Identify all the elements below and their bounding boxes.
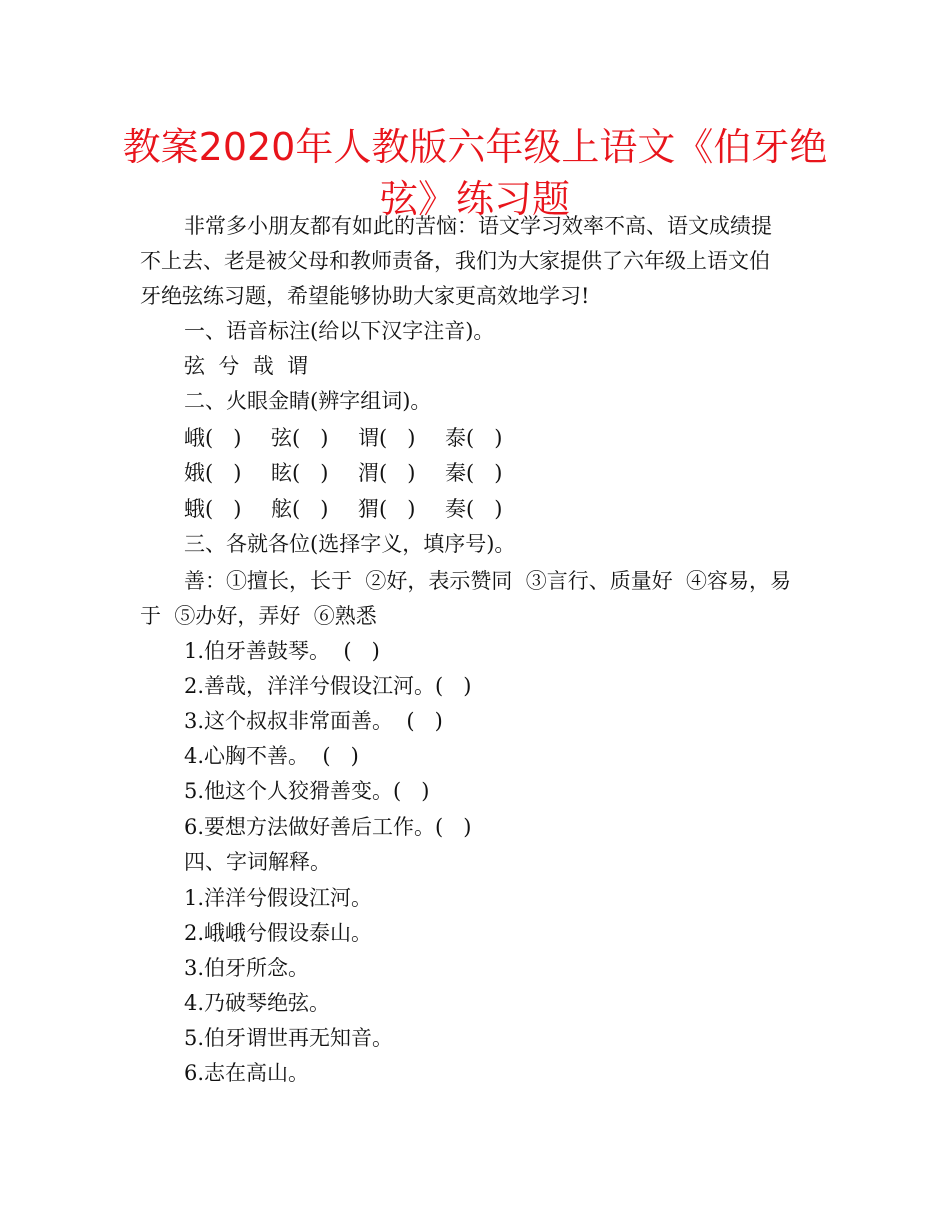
- list-item: 5.他这个人狡猾善变。( ): [184, 779, 430, 803]
- document-title-line-2: 弦》练习题: [379, 177, 570, 221]
- section-2-heading: 二、火眼金睛(辨字组词)。: [184, 389, 432, 413]
- list-item: 2.善哉，洋洋兮假设江河。( ): [184, 674, 472, 698]
- list-item: 1.伯牙善鼓琴。 ( ): [184, 639, 380, 663]
- char-cell: 奏( ): [445, 497, 503, 521]
- char-cell: 秦( ): [445, 461, 503, 485]
- list-item: 1.洋洋兮假设江河。: [184, 886, 373, 910]
- char-cell: 眩( ): [271, 461, 329, 485]
- section-3-meanings-line-2: 于 ⑤办好，弄好 ⑥熟悉: [140, 604, 377, 628]
- section-3-meanings-line-1: 善：①擅长，长于 ②好，表示赞同 ③言行、质量好 ④容易，易: [184, 569, 792, 593]
- list-item: 4.乃破琴绝弦。: [184, 991, 331, 1015]
- char-cell: 舷( ): [271, 497, 329, 521]
- char-cell: 猬( ): [358, 497, 416, 521]
- list-item: 6.要想方法做好善后工作。( ): [184, 815, 472, 839]
- char-cell: 娥( ): [184, 461, 242, 485]
- char-row-2: [184, 456, 784, 491]
- char-row-3: [184, 492, 784, 527]
- intro-line-1: 非常多小朋友都有如此的苦恼：语文学习效率不高、语文成绩提: [184, 214, 772, 238]
- char-cell: 弦( ): [271, 426, 329, 450]
- document-title-line-1: 教案2020年人教版六年级上语文《伯牙绝: [122, 125, 828, 169]
- section-1-heading: 一、语音标注(给以下汉字注音)。: [184, 319, 495, 343]
- intro-line-2: 不上去、老是被父母和教师责备，我们为大家提供了六年级上语文伯: [140, 249, 770, 273]
- section-3-heading: 三、各就各位(选择字义，填序号)。: [184, 532, 516, 556]
- list-item: 4.心胸不善。 ( ): [184, 744, 359, 768]
- section-1-chars: 弦 兮 哉 谓: [184, 354, 309, 378]
- char-row-1: [184, 421, 784, 456]
- intro-line-3: 牙绝弦练习题，希望能够协助大家更高效地学习!: [140, 284, 590, 308]
- section-4-heading: 四、字词解释。: [184, 850, 331, 874]
- list-item: 3.伯牙所念。: [184, 956, 310, 980]
- list-item: 2.峨峨兮假设泰山。: [184, 921, 373, 945]
- list-item: 6.志在高山。: [184, 1061, 310, 1085]
- char-cell: 泰( ): [445, 426, 503, 450]
- list-item: 3.这个叔叔非常面善。 ( ): [184, 709, 443, 733]
- char-cell: 峨( ): [184, 426, 242, 450]
- char-cell: 蛾( ): [184, 497, 242, 521]
- list-item: 5.伯牙谓世再无知音。: [184, 1026, 394, 1050]
- char-cell: 渭( ): [358, 461, 416, 485]
- char-cell: 谓( ): [358, 426, 416, 450]
